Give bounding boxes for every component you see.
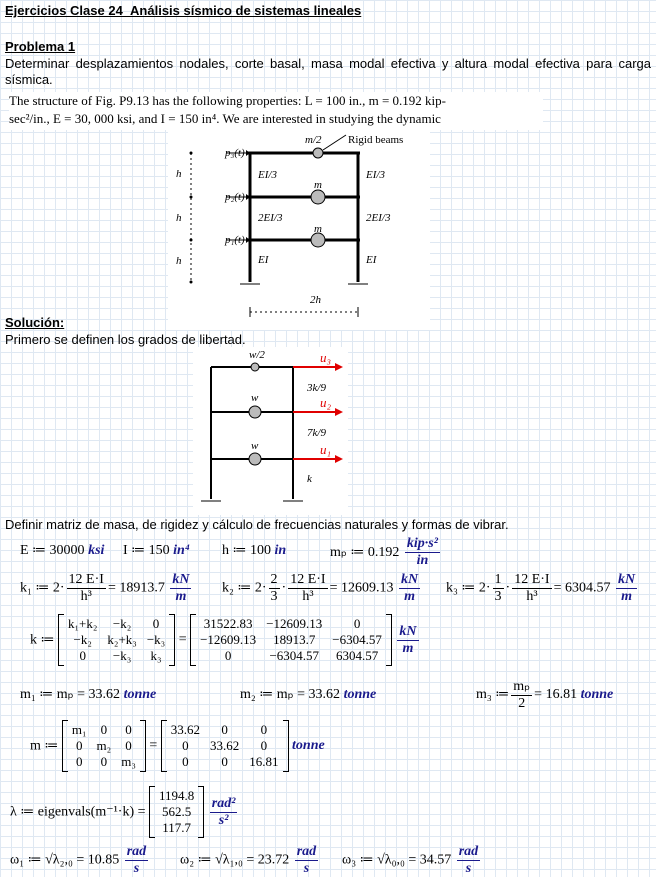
calc-k3: k₃ ≔ 2· $\frac{1}{3}$ · $\frac{12 E\cdot I}{\text{h³}}$ = 6304.57 $\frac{kN}{m}$ <box>446 572 636 604</box>
matrix-cell: 0 <box>221 722 228 737</box>
mass-label-1: m <box>314 223 322 235</box>
matrix-cell: 0 <box>125 738 132 753</box>
book-line-1: The structure of Fig. P9.13 has the following properties: L = 100 in., m = 0.192 kip- <box>9 93 446 108</box>
solution-title: Solución: <box>5 315 65 330</box>
matrix-cell: 18913.7 <box>273 632 316 647</box>
matrix-cell: k₃ <box>150 648 162 663</box>
mass-matrix: m ≔ m₁ 0 0 0 m₂ 0 0 0 m₃ = 33.62 0 0 0 33.62 0 0 0 16.81 tonne <box>30 720 325 772</box>
k-numeric-matrix <box>190 614 392 666</box>
h-label-3: h <box>176 168 182 180</box>
matrix-cell: 562.5 <box>162 804 192 819</box>
stiff-1: k <box>307 473 312 485</box>
calc-m1: m₁ ≔ mₚ = 33.62 tonne <box>20 687 157 702</box>
frame-figure <box>168 130 430 330</box>
calc-w1: ω₁ ≔ √λ₂,₀ = 10.85 $\frac{\text{rad}}{s}$ <box>10 844 147 876</box>
document-header: Ejercicios Clase 24_Análisis sísmico de sistemas lineales <box>5 3 362 18</box>
load-p2: p₂(t) <box>225 191 245 203</box>
book-line-2: sec²/in., E = 30, 000 ksi, and I = 150 in⁴. We are interested in studying the dynamic <box>9 111 441 126</box>
eigen-vector <box>149 786 204 838</box>
matrix-cell: m₃ <box>121 754 136 769</box>
col-r2: 2EI/3 <box>366 212 391 224</box>
matrix-cell: 33.62 <box>170 722 201 737</box>
matrix-cell: k₁+k₂ <box>68 616 98 631</box>
span-label: 2h <box>310 294 321 306</box>
matrix-cell: 0 <box>353 616 361 631</box>
load-p1: p₁(t) <box>225 234 245 246</box>
dof-figure <box>193 347 348 515</box>
matrix-cell: 1194.8 <box>159 788 195 803</box>
calc-k1: k₁ ≔ 2· $\frac{12 E\cdot I}{\text{h³}}$ = 18913.7 $\frac{kN}{m}$ <box>20 572 190 604</box>
solution-text: Primero se definen los grados de libertad. <box>5 332 246 347</box>
calc-w3: ω₃ ≔ √λ₀,₀ = 34.57 $\frac{\text{rad}}{s}$ <box>342 844 479 876</box>
matrix-cell: 33.62 <box>210 738 240 753</box>
m-numeric-matrix <box>161 720 289 772</box>
matrix-cell: k₂+k₃ <box>107 632 137 647</box>
col-r3: EI/3 <box>366 169 385 181</box>
stiffness-matrix: k ≔ k₁+k₂ −k₂ 0 −k₂ k₂+k₃ −k₃ 0 −k₃ k₃ = 31522.83 −12609.13 0 −12609.13 18913.7 −6304.57 0 −6304.57 6304.57 $\frac{kN}{m}$ <box>30 614 421 666</box>
matrix-cell: 0 <box>182 754 189 769</box>
matrix-cell: 0 <box>260 722 268 737</box>
problem-title: Problema 1 <box>5 39 76 54</box>
calc-h: h ≔ 100 in <box>222 543 287 558</box>
dof-u2: u₂ <box>320 395 332 410</box>
calc-mp: mₚ ≔ 0.192 $\frac{\text{kip·s²}}{in}$ <box>330 536 438 568</box>
matrix-cell: 0 <box>75 738 83 753</box>
eigenvalues: λ ≔ eigenvals(m⁻¹·k) = 1194.8 562.5 117.7 $\frac{\text{rad²}}{\text{s²}}$ <box>10 786 239 838</box>
problem-statement: Determinar desplazamientos nodales, corte basal, masa modal efectiva y altura modal efectiva para carga sísmica. <box>5 56 651 87</box>
col-l1: EI <box>258 254 269 266</box>
matrix-cell: 0 <box>260 738 268 753</box>
col-r1: EI <box>366 254 377 266</box>
top-mass-label: m/2 <box>305 134 322 146</box>
rigid-beams-label: Rigid beams <box>348 134 404 146</box>
matrix-cell: 0 <box>221 754 228 769</box>
matrix-cell: −k₃ <box>112 648 132 663</box>
dof-u3: u₃ <box>320 350 332 365</box>
matrix-cell: −k₂ <box>73 632 92 647</box>
book-excerpt <box>9 92 543 130</box>
dof-u1: u₁ <box>320 442 332 457</box>
define-text: Definir matriz de masa, de rigidez y cálculo de frecuencias naturales y formas de vibrar. <box>5 517 509 532</box>
calc-m3: m₃ ≔ $\frac{\text{mₚ}}{2}$ = 16.81 tonne <box>476 679 614 711</box>
matrix-cell: 0 <box>100 754 108 769</box>
matrix-cell: 0 <box>79 648 86 663</box>
matrix-cell: 6304.57 <box>335 648 379 663</box>
col-l3: EI/3 <box>258 169 277 181</box>
matrix-cell: 16.81 <box>249 754 279 769</box>
calc-E: E ≔ 30000 ksi <box>20 543 105 558</box>
col-l2: 2EI/3 <box>258 212 283 224</box>
calc-w2: ω₂ ≔ √λ₁,₀ = 23.72 $\frac{\text{rad}}{s}$ <box>180 844 317 876</box>
matrix-cell: −6304.57 <box>269 648 320 663</box>
matrix-cell: 31522.83 <box>203 616 253 631</box>
matrix-cell: −12609.13 <box>266 616 323 631</box>
k-symbolic-matrix <box>58 614 175 666</box>
matrix-cell: 117.7 <box>162 820 192 835</box>
matrix-cell: 0 <box>75 754 83 769</box>
load-p3: p₃(t) <box>225 147 245 159</box>
dof-mass-1: w <box>251 440 259 452</box>
frame-figure-svg <box>168 130 430 330</box>
matrix-cell: 0 <box>152 616 160 631</box>
matrix-cell: 0 <box>125 722 132 737</box>
matrix-cell: m₁ <box>71 722 87 737</box>
dof-mass-2: w <box>251 392 259 404</box>
calc-I: I ≔ 150 in⁴ <box>123 543 190 558</box>
h-label-1: h <box>176 255 182 267</box>
calc-m2: m₂ ≔ mₚ = 33.62 tonne <box>240 687 377 702</box>
matrix-cell: 0 <box>182 738 189 753</box>
matrix-cell: m₂ <box>96 738 112 753</box>
matrix-cell: −k₃ <box>146 632 166 647</box>
matrix-cell: 0 <box>100 722 108 737</box>
h-label-2: h <box>176 212 182 224</box>
dof-top-label: w/2 <box>249 349 265 361</box>
m-symbolic-matrix <box>62 720 146 772</box>
mass-label-2: m <box>314 179 322 191</box>
matrix-cell: −6304.57 <box>332 632 382 647</box>
stiff-3: 3k/9 <box>307 382 326 394</box>
matrix-cell: −k₂ <box>112 616 132 631</box>
matrix-cell: 0 <box>224 648 232 663</box>
matrix-cell: −12609.13 <box>200 632 257 647</box>
stiff-2: 7k/9 <box>307 427 326 439</box>
calc-k2: k₂ ≔ 2· $\frac{2}{3}$ · $\frac{12 E\cdot I}{\text{h³}}$ = 12609.13 $\frac{kN}{m}$ <box>222 572 419 604</box>
